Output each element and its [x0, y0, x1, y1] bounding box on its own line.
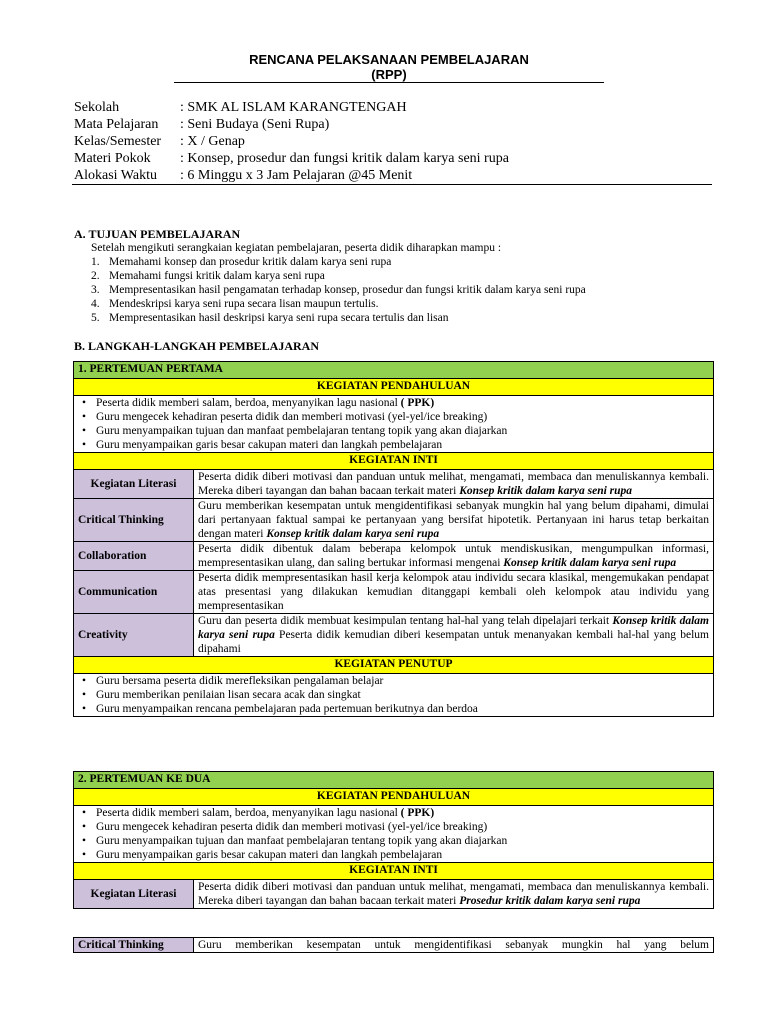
list-item: • Guru menyampaikan tujuan dan manfaat pembelajaran tentang topik yang akan diajarkan — [78, 834, 709, 848]
row-label-literasi: Kegiatan Literasi — [74, 470, 194, 499]
info-divider — [72, 184, 712, 185]
meeting-title: 2. PERTEMUAN KE DUA — [74, 772, 714, 789]
meeting-2-table-continued — [73, 937, 714, 953]
pendahuluan-header: KEGIATAN PENDAHULUAN — [74, 789, 714, 806]
list-item: • Guru memberikan penilaian lisan secara acak dan singkat — [78, 688, 709, 702]
penutup-header: KEGIATAN PENUTUP — [74, 657, 714, 674]
pendahuluan-list-cell — [74, 806, 714, 863]
info-label: Mata Pelajaran — [74, 117, 159, 132]
row-label-literasi: Kegiatan Literasi — [74, 880, 194, 909]
list-item: • Guru menyampaikan tujuan dan manfaat pembelajaran tentang topik yang akan diajarkan — [78, 424, 709, 438]
row-desc-literasi: Peserta didik diberi motivasi dan panduan untuk melihat, mengamati, membaca dan menuliskannya kembali. Mereka diberi tayangan dan bahan bacaan terkait materi Prosedur kritik dalam karya seni rupa — [194, 880, 714, 909]
pendahuluan-header: KEGIATAN PENDAHULUAN — [74, 379, 714, 396]
objectives-list — [91, 255, 586, 325]
info-value: : Konsep, prosedur dan fungsi kritik dalam karya seni rupa — [180, 151, 509, 166]
row-desc-creativity: Guru dan peserta didik membuat kesimpulan tentang hal-hal yang telah dipelajari terkait Konsep kritik dalam karya seni rupa Peserta didik kemudian diberi kesempatan untuk menanyakan kembali hal-hal yang belum dipahami — [194, 614, 714, 657]
list-item: • Guru mengecek kehadiran peserta didik dan memberi motivasi (yel-yel/ice breaking) — [78, 410, 709, 424]
row-label-communication: Communication — [74, 571, 194, 614]
section-a-heading: A. TUJUAN PEMBELAJARAN — [74, 227, 241, 241]
document-subtitle: (RPP) — [371, 67, 407, 82]
title-underline — [174, 82, 604, 83]
info-label: Kelas/Semester — [74, 134, 162, 149]
row-label-collaboration: Collaboration — [74, 542, 194, 571]
list-item: • Guru menyampaikan rencana pembelajaran pada pertemuan berikutnya dan berdoa — [78, 702, 709, 716]
list-item: 1. Memahami konsep dan prosedur kritik dalam karya seni rupa — [91, 256, 392, 268]
penutup-list — [78, 674, 709, 716]
list-item: • Peserta didik memberi salam, berdoa, menyanyikan lagu nasional ( PPK) — [78, 806, 709, 820]
info-value: : 6 Minggu x 3 Jam Pelajaran @45 Menit — [180, 168, 413, 183]
document-title: RENCANA PELAKSANAAN PEMBELAJARAN — [249, 52, 529, 67]
list-item: 2. Memahami fungsi kritik dalam karya seni rupa — [91, 270, 325, 282]
list-item: • Guru mengecek kehadiran peserta didik dan memberi motivasi (yel-yel/ice breaking) — [78, 820, 709, 834]
row-label-critical-thinking: Critical Thinking — [74, 499, 194, 542]
info-value: : SMK AL ISLAM KARANGTENGAH — [180, 100, 407, 115]
section-b-heading: B. LANGKAH-LANGKAH PEMBELAJARAN — [74, 339, 320, 353]
row-label-creativity: Creativity — [74, 614, 194, 657]
list-item: 4. Mendeskripsi karya seni rupa secara lisan maupun tertulis. — [91, 298, 379, 310]
list-item: 3. Mempresentasikan hasil pengamatan terhadap konsep, prosedur dan fungsi kritik dalam karya seni rupa — [91, 284, 586, 296]
pendahuluan-list — [78, 396, 709, 452]
row-label-critical-thinking: Critical Thinking — [74, 938, 194, 953]
row-desc-critical-thinking: Guru memberikan kesempatan untuk mengidentifikasi sebanyak mungkin hal yang belum — [194, 938, 714, 953]
row-desc-communication: Peserta didik mempresentasikan hasil kerja kelompok atau individu secara klasikal, mengemukakan pendapat atas presentasi yang dilakukan kemudian ditanggapi kembali oleh kelompok atau individu yang mempresentasikan — [194, 571, 714, 614]
row-desc-literasi: Peserta didik diberi motivasi dan panduan untuk melihat, mengamati, membaca dan menuliskannya kembali. Mereka diberi tayangan dan bahan bacaan terkait materi Konsep kritik dalam karya seni rupa — [194, 470, 714, 499]
list-item: • Peserta didik memberi salam, berdoa, menyanyikan lagu nasional ( PPK) — [78, 396, 709, 410]
inti-header: KEGIATAN INTI — [74, 453, 714, 470]
row-desc-critical-thinking: Guru memberikan kesempatan untuk mengidentifikasi sebanyak mungkin hal yang belum dipahami, dimulai dari pertanyaan faktual sampai ke pertanyaan yang bersifat hipotetik. Pertanyaan ini harus tetap berkaitan dengan materi Konsep kritik dalam karya seni rupa — [194, 499, 714, 542]
info-value: : X / Genap — [180, 134, 245, 149]
meeting-1-table — [73, 361, 714, 717]
pendahuluan-list — [78, 806, 709, 862]
list-item: • Guru bersama peserta didik merefleksikan pengalaman belajar — [78, 674, 709, 688]
info-label: Alokasi Waktu — [74, 168, 157, 183]
info-label: Sekolah — [74, 100, 120, 115]
meeting-2-table — [73, 771, 714, 909]
info-label: Materi Pokok — [74, 151, 151, 166]
penutup-list-cell — [74, 674, 714, 717]
list-item: • Guru menyampaikan garis besar cakupan materi dan langkah pembelajaran — [78, 848, 709, 862]
meeting-title: 1. PERTEMUAN PERTAMA — [74, 362, 714, 379]
info-value: : Seni Budaya (Seni Rupa) — [180, 117, 330, 132]
list-item: • Guru menyampaikan garis besar cakupan materi dan langkah pembelajaran — [78, 438, 709, 452]
inti-header: KEGIATAN INTI — [74, 863, 714, 880]
list-item: 5. Mempresentasikan hasil deskripsi karya seni rupa secara tertulis dan lisan — [91, 312, 449, 324]
section-a-intro: Setelah mengikuti serangkaian kegiatan pembelajaran, peserta didik diharapkan mampu : — [91, 242, 502, 254]
pendahuluan-list-cell — [74, 396, 714, 453]
row-desc-collaboration: Peserta didik dibentuk dalam beberapa kelompok untuk mendiskusikan, mengumpulkan informasi, mempresentasikan ulang, dan saling bertukar informasi mengenai Konsep kritik dalam karya seni rupa — [194, 542, 714, 571]
